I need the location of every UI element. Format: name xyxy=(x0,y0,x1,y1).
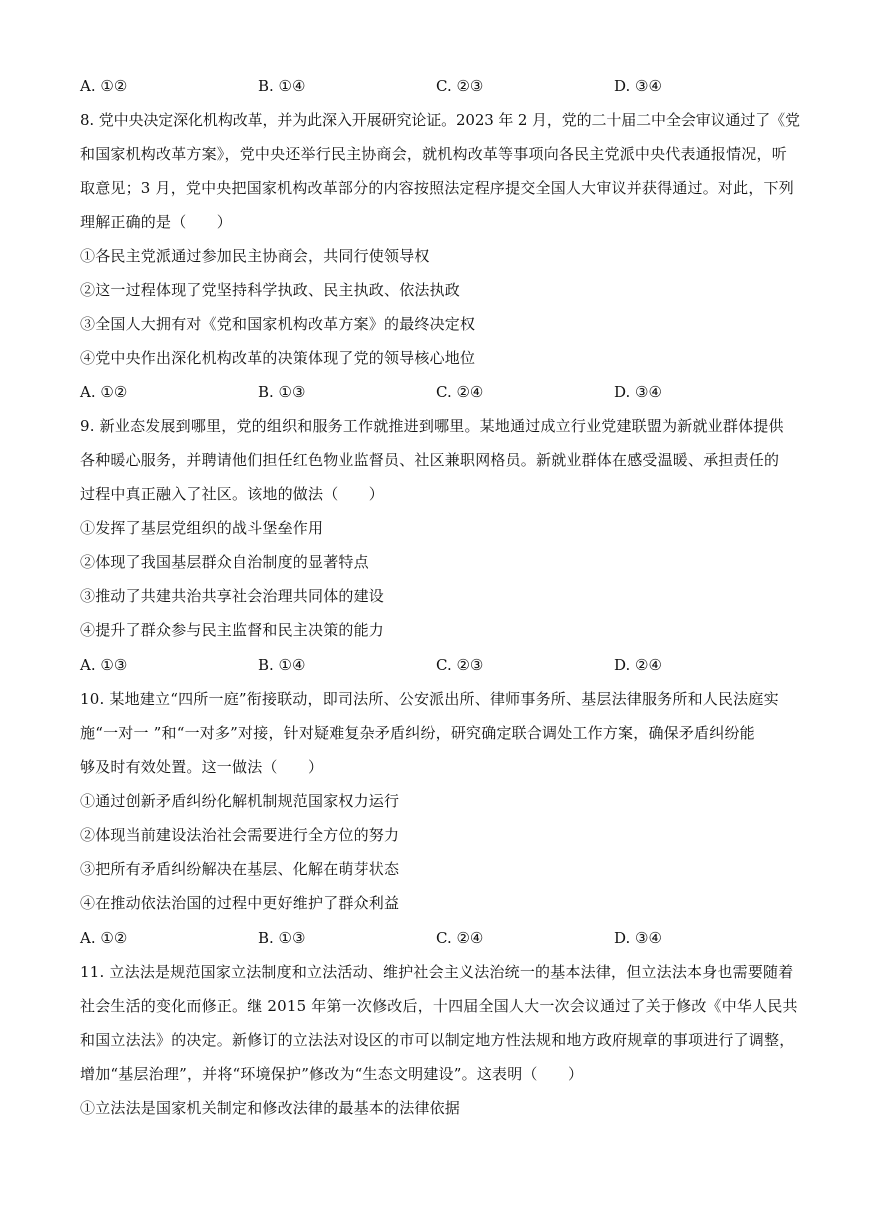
option-b: B. ①④ xyxy=(258,77,306,95)
question-8-stem-line: 和国家机构改革方案》，党中央还举行民主协商会，就机构改革等事项向各民主党派中央代表通报情况，听 xyxy=(80,145,787,163)
question-10-statement: ②体现当前建设法治社会需要进行全方位的努力 xyxy=(80,826,400,844)
question-8-stem-line: 8. 党中央决定深化机构改革，并为此深入开展研究论证。2023 年 2 月，党的二十届二中全会审议通过了《党 xyxy=(80,111,800,129)
question-11-stem-line: 增加“基层治理”，并将“环境保护”修改为“生态文明建设”。这表明（ ） xyxy=(80,1065,584,1083)
option-c: C. ②③ xyxy=(436,77,484,95)
question-9-options xyxy=(80,655,800,675)
question-9-stem-line: 各种暖心服务，并聘请他们担任红色物业监督员、社区兼职网格员。新就业群体在感受温暖、承担责任的 xyxy=(80,451,780,469)
option-a: A. ①② xyxy=(80,929,128,947)
question-8-statement: ②这一过程体现了党坚持科学执政、民主执政、依法执政 xyxy=(80,281,461,299)
option-d: D. ③④ xyxy=(614,77,662,95)
question-9-statement: ③推动了共建共治共享社会治理共同体的建设 xyxy=(80,587,385,605)
question-11-stem-line: 社会生活的变化而修正。继 2015 年第一次修改后，十四届全国人大一次会议通过了关于修改《中华人民共 xyxy=(80,997,798,1015)
question-11-stem-line: 11. 立法法是规范国家立法制度和立法活动、维护社会主义法治统一的基本法律，但立法法本身也需要随着 xyxy=(80,963,794,981)
option-d: D. ③④ xyxy=(614,383,662,401)
question-10-statement: ①通过创新矛盾纠纷化解机制规范国家权力运行 xyxy=(80,792,400,810)
option-a: A. ①② xyxy=(80,383,128,401)
question-10-statement: ④在推动依法治国的过程中更好维护了群众利益 xyxy=(80,894,400,912)
question-10-options xyxy=(80,928,800,948)
question-9-stem-line: 过程中真正融入了社区。该地的做法（ ） xyxy=(80,485,385,503)
question-8-stem-line: 取意见；3 月，党中央把国家机构改革部分的内容按照法定程序提交全国人大审议并获得通过。对此，下列 xyxy=(80,179,794,197)
question-9-statement: ①发挥了基层党组织的战斗堡垒作用 xyxy=(80,519,324,537)
question-8-stem-line: 理解正确的是（ ） xyxy=(80,213,233,231)
question-10-stem-line: 够及时有效处置。这一做法（ ） xyxy=(80,758,324,776)
question-10-stem-line: 10. 某地建立“四所一庭”衔接联动，即司法所、公安派出所、律师事务所、基层法律服务所和人民法庭实 xyxy=(80,690,779,708)
option-a: A. ①② xyxy=(80,77,128,95)
option-a: A. ①③ xyxy=(80,656,128,674)
option-c: C. ②③ xyxy=(436,656,484,674)
question-9-stem-line: 9. 新业态发展到哪里，党的组织和服务工作就推进到哪里。某地通过成立行业党建联盟为新就业群体提供 xyxy=(80,417,784,435)
question-8-statement: ①各民主党派通过参加民主协商会，共同行使领导权 xyxy=(80,247,430,265)
question-8-statement: ④党中央作出深化机构改革的决策体现了党的领导核心地位 xyxy=(80,349,476,367)
question-8-options xyxy=(80,382,800,402)
question-11-stem-line: 和国立法法》的决定。新修订的立法法对设区的市可以制定地方性法规和地方政府规章的事项进行了调整， xyxy=(80,1031,795,1049)
option-d: D. ②④ xyxy=(614,656,662,674)
option-c: C. ②④ xyxy=(436,929,484,947)
question-10-stem-line: 施“一对一 ”和“一对多”对接，针对疑难复杂矛盾纠纷，研究确定联合调处工作方案，确保矛盾纠纷能 xyxy=(80,724,755,742)
question-8-statement: ③全国人大拥有对《党和国家机构改革方案》的最终决定权 xyxy=(80,315,476,333)
option-b: B. ①③ xyxy=(258,383,306,401)
option-b: B. ①④ xyxy=(258,656,306,674)
question-9-statement: ④提升了群众参与民主监督和民主决策的能力 xyxy=(80,621,385,639)
question-11-statement: ①立法法是国家机关制定和修改法律的最基本的法律依据 xyxy=(80,1099,461,1117)
question-7-options xyxy=(80,76,800,96)
option-b: B. ①③ xyxy=(258,929,306,947)
option-d: D. ③④ xyxy=(614,929,662,947)
question-9-statement: ②体现了我国基层群众自治制度的显著特点 xyxy=(80,553,369,571)
option-c: C. ②④ xyxy=(436,383,484,401)
question-10-statement: ③把所有矛盾纠纷解决在基层、化解在萌芽状态 xyxy=(80,860,400,878)
